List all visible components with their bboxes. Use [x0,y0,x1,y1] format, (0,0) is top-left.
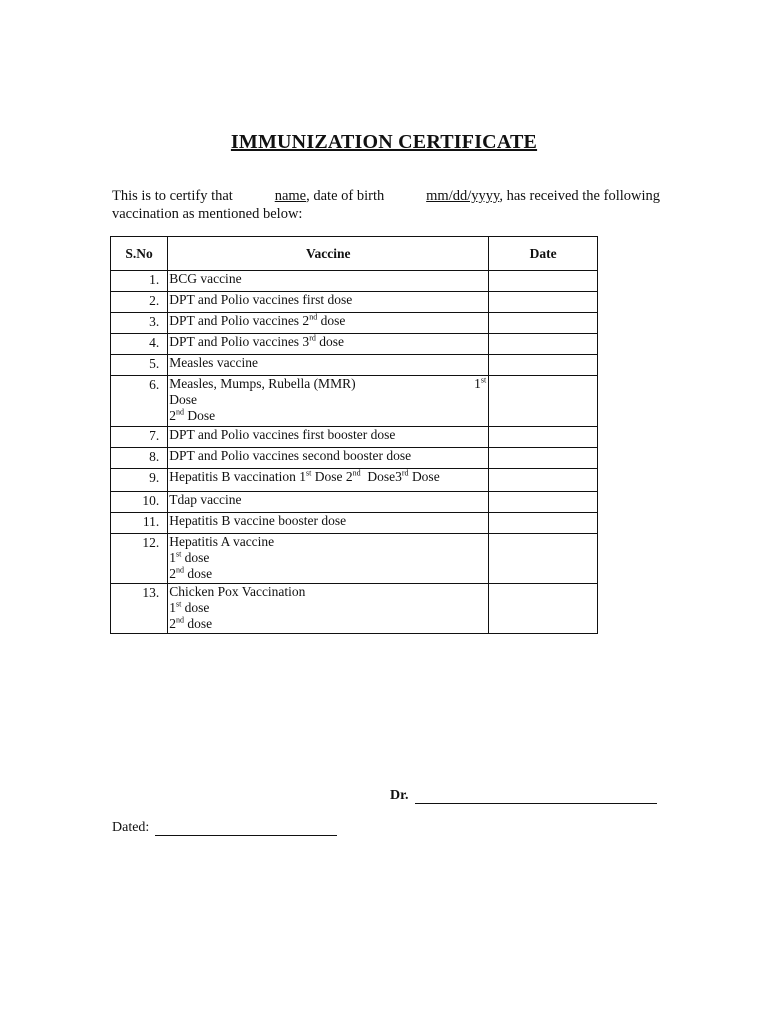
table-row: 7. DPT and Polio vaccines first booster dose [111,427,598,448]
date-cell [489,292,598,313]
intro-text-1: This is to certify that [112,188,233,204]
date-cell [489,313,598,334]
name-placeholder: name [274,188,307,204]
table-row: 12. Hepatitis A vaccine 1st dose 2nd dose [111,534,598,584]
date-cell [489,492,598,513]
table-row: 5. Measles vaccine [111,355,598,376]
table-row: 11. Hepatitis B vaccine booster dose [111,513,598,534]
doctor-signature [390,788,657,804]
table-row: 13. Chicken Pox Vaccination 1st dose 2nd dose [111,584,598,634]
header-date: Date [489,237,598,271]
vaccination-table [110,236,598,634]
date-cell [489,427,598,448]
intro-line-2: vaccination as mentioned below: [112,206,303,222]
date-cell [489,584,598,634]
date-cell [489,271,598,292]
date-cell [489,513,598,534]
header-vaccine: Vaccine [168,237,489,271]
doctor-label: Dr. [390,788,409,803]
date-cell [489,448,598,469]
dated-field [112,820,337,836]
table-row: 1. BCG vaccine [111,271,598,292]
date-cell [489,334,598,355]
header-sno: S.No [111,237,168,271]
date-cell [489,355,598,376]
dob-placeholder: mm/dd/yyyy [426,188,500,204]
doctor-signature-line [415,789,657,804]
table-row: 6. Measles, Mumps, Rubella (MMR) 1st Dose 2nd Dose [111,376,598,427]
table-row: 8. DPT and Polio vaccines second booster dose [111,448,598,469]
table-row: 9. Hepatitis B vaccination 1st Dose 2nd Dose3rd Dose [111,469,598,492]
table-row: 4. DPT and Polio vaccines 3rd dose [111,334,598,355]
table-row: 2. DPT and Polio vaccines first dose [111,292,598,313]
page-title: IMMUNIZATION CERTIFICATE [230,131,538,153]
dated-line [155,821,337,836]
dated-label: Dated: [112,820,150,835]
date-cell [489,376,598,427]
table-header-row [111,237,598,271]
intro-line-1: This is to certify that name, date of birth mm/dd/yyyy, has received the following [112,188,660,204]
table-row: 10. Tdap vaccine [111,492,598,513]
date-cell [489,469,598,492]
intro-paragraph [112,187,660,223]
date-cell [489,534,598,584]
table-row: 3. DPT and Polio vaccines 2nd dose [111,313,598,334]
